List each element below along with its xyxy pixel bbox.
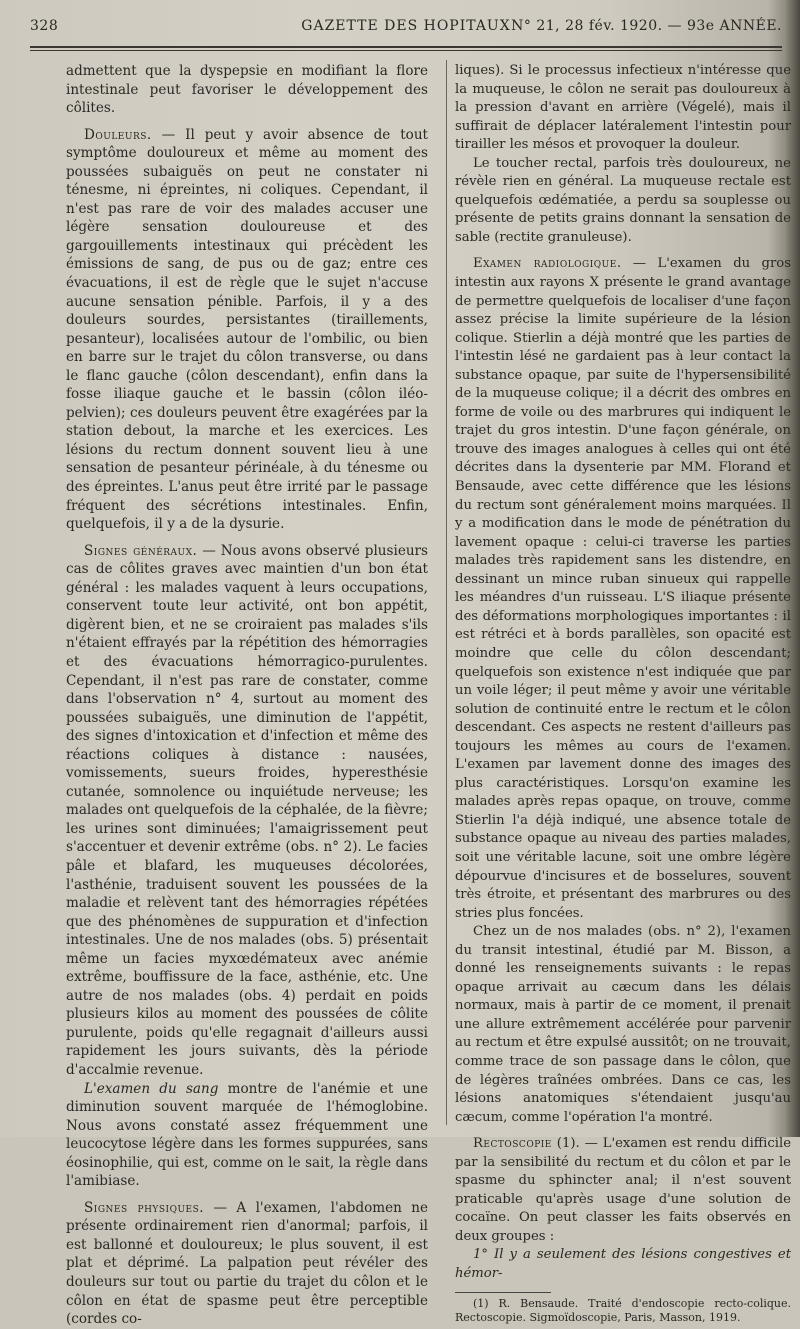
paragraph-list-item: 1° Il y a seulement des lésions congestives et hémor-	[455, 1247, 791, 1281]
header-rule	[30, 46, 782, 48]
paragraph: liques). Si le processus infectieux n'intéresse que la muqueuse, le côlon ne serait pas douloureux à la pression d'avant en arrière (Végelé), mais il suffirait de déplacer latéralement l'intestin pour tirailler les mésos et provoquer la douleur.	[455, 63, 791, 153]
paragraph: Le toucher rectal, parfois très douloureux, ne révèle rien en général. La muqueuse rectale est quelquefois œdématiée, a perdu sa souplesse ou présente de petits grains donnant la sensation de sable (rectite granuleuse).	[455, 155, 791, 245]
running-header	[30, 18, 782, 44]
column-divider	[446, 60, 447, 1125]
section-heading: Signes généraux.	[84, 542, 198, 559]
paragraph-text: — Nous avons observé plusieurs cas de côlites graves avec maintien d'un bon état général : les malades vaquent à leurs occupations, conservent toute leur activité, ont bon appétit, digèrent bien, et ne se croiraient pas malades s'ils n'étaient effrayés par la répétition des hémorragies et des évacuations hémorragico-purulentes. Cependant, il n'est pas rare de constater, comme dans l'observation n° 4, surtout au moment des poussées subaiguës, une diminution de l'appétit, des signes d'intoxication et d'infection et même des réactions coliques à distance : nausées, vomissements, sueurs froides, hyperesthésie cutanée, somnolence ou inquiétude nerveuse; les malades ont quelquefois de la céphalée, de la fièvre; les urines sont diminuées; l'amaigrissement peut s'accentuer et devenir extrême (obs. n° 2). Le facies pâle et blafard, les muqueuses décolorées, l'asthénie, traduisent souvent les poussées de la maladie et relèvent tant des hémorragies répétées que des phénomènes de suppuration et d'infection intestinales. Une de nos malades (obs. 5) présentait même un facies myxœdémateux avec anémie extrême, bouffissure de la face, asthénie, etc. Une autre de nos malades (obs. 4) perdait en poids plusieurs kilos au moment des poussées de côlite purulente, poids qu'elle regagnait d'ailleurs aussi rapidement les jours suivants, dès la période d'accalmie revenue.	[66, 542, 428, 1078]
left-column	[66, 62, 428, 1328]
journal-title: GAZETTE DES HOPITAUX	[301, 18, 511, 34]
paragraph-rectoscopie	[455, 1135, 791, 1246]
paragraph-text: — A l'examen, l'abdomen ne présente ordinairement rien d'anormal; parfois, il est ballonné et douloureux; le plus souvent, il est plat et déprimé. La palpation peut révéler des douleurs sur tout ou partie du trajet du côlon et le côlon en état de spasme peut être perceptible (cordes co-	[66, 1199, 428, 1328]
paragraph-signes-generaux	[66, 542, 428, 1080]
paragraph-text: montre de l'anémie et une diminution souvent marquée de l'hémoglobine. Nous avons constaté assez fréquemment une leucocytose légère dans les formes suppurées, sans éosinophilie, qui est, comme on le sait, la règle dans l'amibiase.	[66, 1080, 428, 1190]
paragraph-douleurs	[66, 126, 428, 534]
paragraph: admettent que la dyspepsie en modifiant la flore intestinale peut favoriser le développement des côlites.	[66, 63, 428, 117]
issue-info: N° 21, 28 fév. 1920. — 93e ANNÉE.	[511, 18, 782, 34]
footnote-rule	[455, 1292, 551, 1293]
section-heading: Examen radiologique.	[473, 256, 622, 272]
page-number: 328	[30, 18, 59, 34]
paragraph-examen-radiologique	[455, 255, 791, 923]
paragraph-text: — L'examen du gros intestin aux rayons X présente le grand avantage de permettre quelquefois de localiser d'une façon assez précise la limite supérieure de la lésion colique. Stierlin a déjà montré que les parties de l'intestin lésé ne gardaient pas à leur contact la substance opaque, par suite de l'hypersensibilité de la muqueuse colique; il a décrit des ombres en forme de voile ou des marbrures qui indiquent le trajet du gros intestin. D'une façon générale, on trouve des images analogues à celles qui ont été décrites dans la dysenterie par MM. Florand et Bensaude, avec cette différence que les lésions du rectum sont généralement moins marquées. Il y a modification dans le mode de pénétration du lavement opaque : celui-ci traverse les parties malades très rapidement sans les distendre, en dessinant un mince ruban sinueux qui rappelle les méandres d'un ruisseau. L'S iliaque présente des déformations morphologiques importantes : il est rétréci et à bords parallèles, son opacité est moindre que celle du côlon descendant; quelquefois son existence n'est indiquée que par un voile léger; il peut même y avoir une véritable solution de continuité entre le rectum et le côlon descendant. Ces aspects ne restent d'ailleurs pas toujours les mêmes au cours de l'examen. L'examen par lavement donne des images des plus caractéristiques. Lorsqu'on examine les malades après repas opaque, on trouve, comme Stierlin l'a déjà indiqué, une absence totale de substance opaque au niveau des parties malades, soit une véritable lacune, soit une ombre légère dépourvue d'incisures et de bosselures, souvent très étroite, et présentant des marbrures ou des stries plus foncées.	[455, 256, 791, 921]
footnote: (1) R. Bensaude. Traité d'endoscopie recto-colique. Rectoscopie. Sigmoïdoscopie, Paris, Masson, 1919.	[455, 1296, 791, 1324]
section-heading: Rectoscopie	[473, 1136, 552, 1152]
paragraph: Chez un de nos malades (obs. n° 2), l'examen du transit intestinal, étudié par M. Bisson, a donné les renseignements suivants : le repas opaque arrivait au cæcum dans les délais normaux, mais à partir de ce moment, il prenait une allure extrêmement accélérée pour parvenir au rectum et être expulsé aussitôt; on ne trouvait, comme trace de son passage dans le côlon, que de légères traînées ombrées. Dans ce cas, les lésions anatomiques s'étendaient jusqu'au cæcum, comme l'opération l'a montré.	[455, 924, 791, 1125]
paragraph-signes-physiques	[66, 1199, 428, 1329]
section-heading: Signes physiques.	[84, 1199, 205, 1216]
header-rule-thin	[30, 50, 782, 51]
paragraph-text: — Il peut y avoir absence de tout symptôme douloureux et même au moment des poussées subaiguës on peut ne constater ni ténesme, ni épreintes, ni coliques. Cependant, il n'est pas rare de voir des malades accuser une légère sensation douloureuse et des gargouillements intestinaux qui précèdent les émissions de sang, de pus ou de gaz; entre ces évacuations, il est de règle que le sujet n'accuse aucune sensation pénible. Parfois, il y a des douleurs sourdes, persistantes (tiraillements, pesanteur), localisées autour de l'ombilic, ou bien en barre sur le trajet du côlon transverse, ou dans le flanc gauche (côlon descendant), enfin dans la fosse iliaque gauche et le bassin (côlon iléo-pelvien); ces douleurs peuvent être exagérées par la station debout, la marche et les exercices. Les lésions du rectum donnent souvent lieu à une sensation de pesanteur périnéale, à du ténesme ou des épreintes. L'anus peut être irrité par le passage fréquent des sécrétions intestinales. Enfin, quelquefois, il y a de la dysurie.	[66, 126, 428, 533]
paragraph-text: (1). — L'examen est rendu difficile par la sensibilité du rectum et du côlon et par le spasme du sphincter anal; il n'est souvent praticable qu'après usage d'une solution de cocaïne. On peut classer les faits observés en deux groupes :	[455, 1136, 791, 1244]
paragraph-examen-sang	[66, 1080, 428, 1191]
right-column	[455, 62, 791, 1324]
italic-lead: L'examen du sang	[84, 1080, 219, 1097]
section-heading: Douleurs.	[84, 126, 152, 143]
